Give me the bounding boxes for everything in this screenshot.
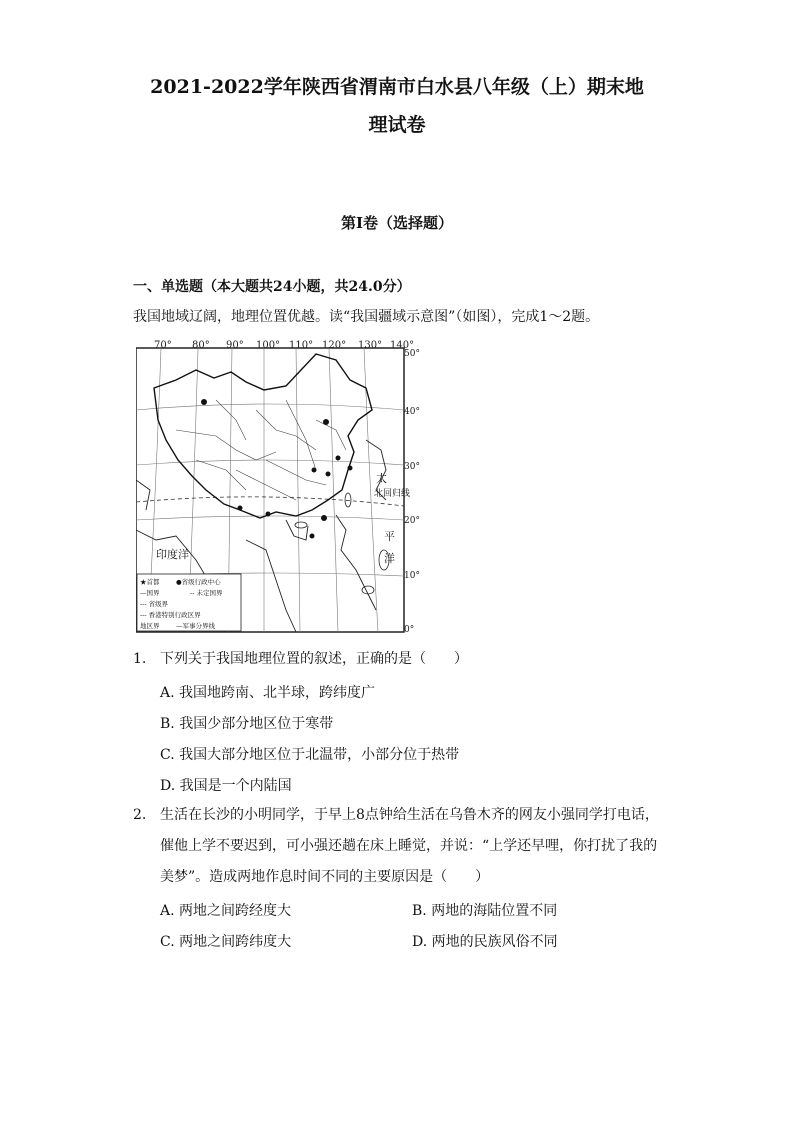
option-1b[interactable] [160,713,333,733]
question-text-line: 生活在长沙的小明同学，于早上8点钟给生活在乌鲁木齐的网友小强同学打电话， [160,807,659,823]
legend-hk-border: --- 香港特别行政区界 [140,611,201,619]
option-letter: D. [160,778,176,794]
option-text: 我国是一个内陆国 [179,778,292,794]
option-letter: B. [412,903,427,919]
lat-label: 40° [404,407,420,417]
part-heading: 一、单选题（本大题共24小题，共24.0分） [133,279,411,295]
question-2 [133,800,693,893]
question-intro: 我国地域辽阔，地理位置优越。读“我国疆域示意图”（如图），完成1～2题。 [133,309,600,325]
question-number: 1. [133,651,147,667]
legend-region-border: 地区界 [140,622,160,630]
question-text-line: 催他上学不要迟到，可小强还趟在床上睡觉，并说：“上学还早哩，你打扰了我的 [160,838,658,854]
lon-label: 80° [192,340,210,351]
option-letter: D. [412,934,428,950]
question-text-line: 美梦”。造成两地作息时间不同的主要原因是（ ） [160,869,490,885]
exam-title-line2: 理试卷 [368,114,426,136]
question-number: 2. [133,807,147,823]
question-1 [133,644,693,675]
legend-national-border: —国界 [140,589,160,597]
legend-province-border: --- 省级界 [140,600,169,608]
lon-label: 110° [289,340,314,351]
option-text: 我国大部分地区位于北温带，小部分位于热带 [179,747,460,763]
lon-label: 140° [390,340,415,351]
exam-title [100,68,694,144]
pacific-label-3: 洋 [384,552,395,565]
option-letter: C. [160,747,175,763]
option-text: 两地的民族风俗不同 [431,934,558,950]
option-letter: A. [160,685,175,701]
lon-label: 90° [226,340,244,351]
option-1d[interactable] [160,775,292,795]
legend-province-center: ●省级行政中心 [176,578,221,586]
option-text: 两地之间跨纬度大 [179,934,292,950]
section-title: 第I卷（选择题） [340,214,454,232]
question-text: 下列关于我国地理位置的叙述，正确的是（ ） [160,651,468,667]
option-text: 我国地跨南、北半球，跨纬度广 [179,685,376,701]
option-2b[interactable] [412,900,557,920]
lat-label: 20° [404,516,420,526]
legend-undefined-border: -- 未定国界 [190,589,223,597]
option-letter: A. [160,903,175,919]
lon-label: 70° [154,340,172,351]
option-text: 两地的海陆位置不同 [431,903,558,919]
lat-label: 10° [404,571,420,581]
option-letter: C. [160,934,175,950]
lat-label: 30° [404,462,420,472]
option-2d[interactable] [412,931,558,951]
option-2c[interactable] [160,931,291,951]
lon-label: 120° [322,340,347,351]
exam-title-line1: 2021-2022学年陕西省渭南市白水县八年级（上）期末地 [150,76,644,98]
pacific-label-1: 太 [376,472,387,485]
question-text [160,800,680,893]
option-1c[interactable] [160,744,459,764]
option-text: 两地之间跨经度大 [179,903,292,919]
indian-ocean-label: 印度洋 [156,548,189,561]
lon-label: 100° [256,340,281,351]
tropic-label: 北回归线 [374,489,411,499]
option-letter: B. [160,716,175,732]
lat-label: 0° [404,625,415,635]
pacific-label-2: 平 [384,530,395,543]
option-1a[interactable] [160,682,375,702]
option-text: 我国少部分地区位于寒带 [179,716,334,732]
lon-label: 130° [358,340,383,351]
legend-capital: ★首都 [140,578,160,586]
option-2a[interactable] [160,900,291,920]
map-graphic [136,340,426,635]
china-territory-map [136,340,426,635]
legend-military-line: —军事分界线 [176,622,215,630]
lat-label: 50° [404,349,420,359]
